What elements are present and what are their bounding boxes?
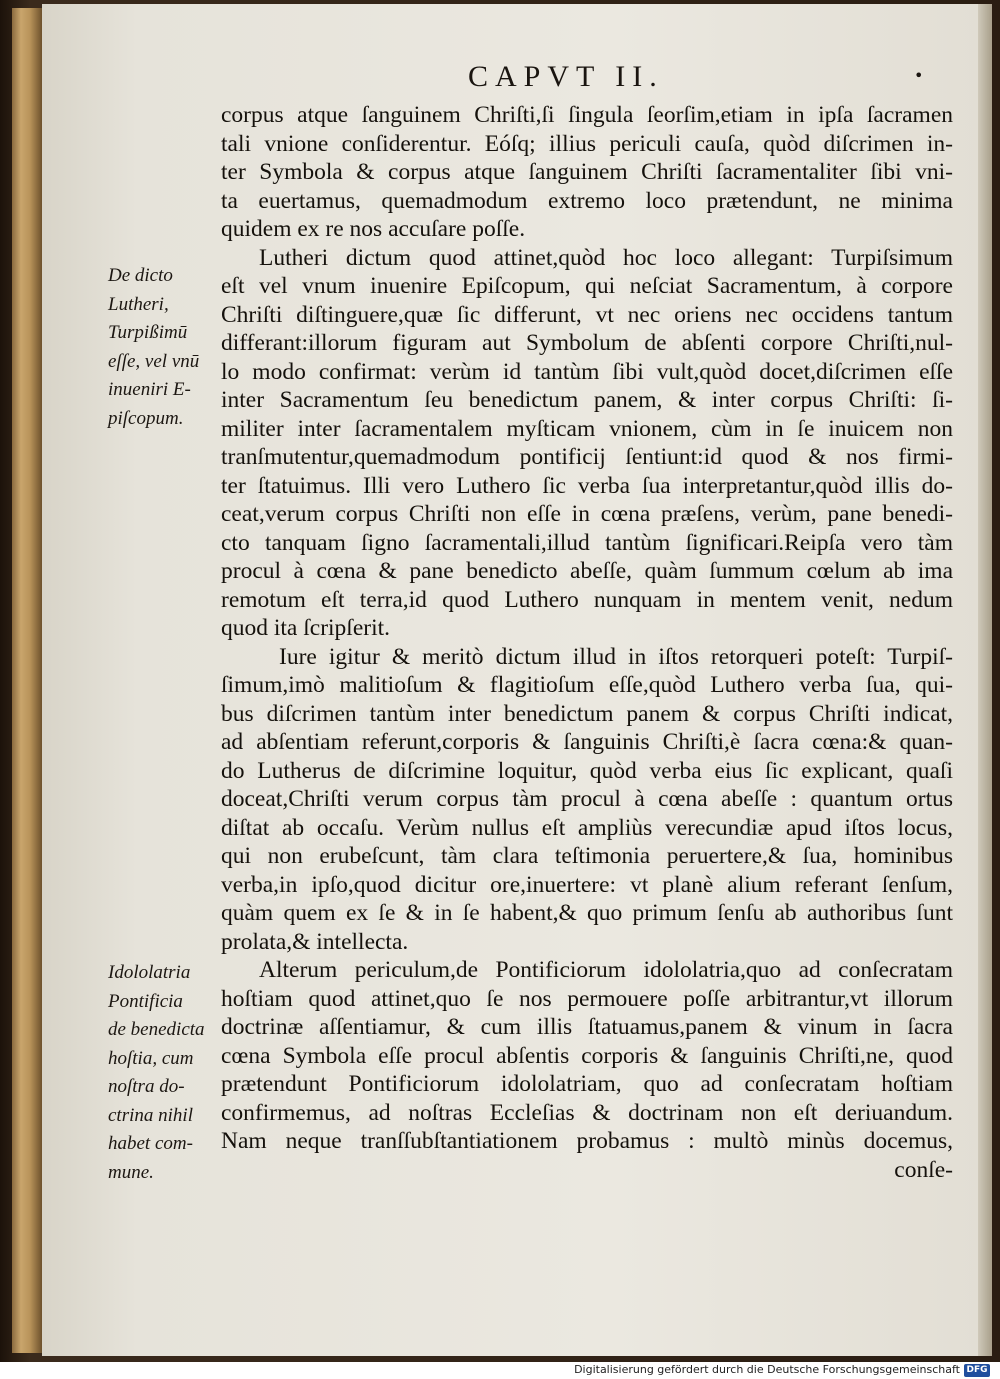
marginal-note-2: [108, 959, 220, 1187]
marginal-line: hoſtia, cum: [108, 1047, 194, 1069]
marginal-line: piſcopum.: [108, 407, 184, 429]
text-line: diſtat ab occaſu. Verùm nullus eſt ampliùs verecundiæ apud iſtos locus,: [221, 814, 953, 841]
marginal-line: de benedicta: [108, 1019, 205, 1040]
text-line: cto tanquam ſigno ſacramentali,illud tantùm ſignificari.Reipſa vero tàm: [221, 529, 953, 556]
text-line: doceat,Chriſti verum corpus tàm procul à cœna abeſſe : quantum ortus: [221, 786, 953, 812]
text-line: prætendunt Pontificiorum idololatriam, quo ad conſecratam hoſtiam: [221, 1071, 953, 1097]
marginal-line: inueniri E-: [108, 379, 191, 400]
footer-bar: [0, 1362, 1000, 1379]
marginal-line: Lutheri,: [108, 293, 169, 315]
marginal-line: eſſe, vel vnū: [108, 350, 200, 372]
text-line: ter ſtatuimus. Illi vero Luthero ſic verba ſua interpretantur,quòd illis do-: [221, 472, 953, 499]
marginal-line: mune.: [108, 1161, 154, 1183]
text-line: confirmemus, ad noſtras Eccleſias & doctrinam non eſt deriuandum.: [221, 1099, 953, 1126]
marginal-line: De dicto: [108, 265, 173, 286]
text-line: inter Sacramentum ſeu benedictum panem, & inter corpus Chriſti: ſi-: [221, 387, 953, 413]
text-line: Alterum periculum,de Pontificiorum idololatria,quo ad conſecratam: [259, 957, 953, 983]
book-gutter-edge: [12, 8, 42, 1353]
funding-credit: Digitalisierung gefördert durch die Deutsche Forschungsgemeinschaft: [574, 1363, 960, 1376]
text-line: Chriſti diſtinguere,quæ ſic differunt, vt nec oriens nec occidens tantum: [221, 301, 953, 328]
marginal-line: Pontificia: [108, 990, 183, 1012]
marginal-line: Idololatria: [108, 962, 191, 983]
body-text: [221, 101, 953, 1184]
text-line: differant:illorum figuram aut Symbolum de abſenti corpore Chriſti,nul-: [221, 330, 953, 356]
marginal-note-1: [108, 262, 220, 433]
text-line: Nam neque tranſſubſtantiationem probamus : multò minùs docemus,: [221, 1128, 953, 1154]
marginal-line: Turpißimū: [108, 322, 188, 343]
catchword: conſe-: [894, 1156, 953, 1183]
text-line: corpus atque ſanguinem Chriſti,ſi ſingula ſeorſim,etiam in ipſa ſacramen: [221, 102, 953, 128]
text-line: prolata,& intellecta.: [221, 928, 409, 955]
marginal-line: ctrina nihil: [108, 1104, 193, 1126]
text-line: do Lutherus de diſcrimine loquitur, quòd verba eius ſic explicant, quaſi: [221, 757, 953, 784]
text-line: militer inter ſacramentalem myſticam vnionem, cùm in ſe inuicem non: [221, 415, 953, 442]
text-line: verba,in ipſo,quod dicitur ore,inuertere: vt planè alium referant ſenſum,: [221, 871, 953, 898]
text-line: doctrinæ aſſentiamur, & cum illis ſtatuamus,panem & vinum in ſacra: [221, 1014, 953, 1040]
text-line: qui non erubeſcunt, tàm clara teſtimonia peruertere,& ſua, hominibus: [221, 843, 953, 869]
text-line: eſt vel vnum inuenire Epiſcopum, qui neſciat Sacramentum, à corpore: [221, 273, 953, 299]
page-right-edge: [978, 4, 992, 1356]
text-line: procul à cœna & pane benedicto abeſſe, quàm ſummum cœlum ab ima: [221, 558, 953, 584]
text-line: Lutheri dictum quod attinet,quòd hoc loco allegant: Turpiſsimum: [259, 244, 953, 271]
marginal-line: habet com-: [108, 1133, 193, 1154]
text-line: ta euertamus, quemadmodum extremo loco prætendunt, ne minima: [221, 187, 953, 214]
text-line: tali vnione conſiderentur. Eóſq; illius periculi cauſa, quòd diſcrimen in-: [221, 130, 953, 157]
text-line: ceat,verum corpus Chriſti non eſſe in cœna præſens, verùm, pane benedi-: [221, 501, 953, 527]
text-line: ad abſentiam referunt,corporis & ſanguinis Chriſti,è ſacra cœna:& quan-: [221, 729, 953, 755]
text-line: hoſtiam quod attinet,quo ſe nos permouere poſſe arbitrantur,vt illorum: [221, 985, 953, 1012]
text-line: cœna Symbola eſſe procul abſentis corporis & ſanguinis Chriſti,ne, quod: [221, 1042, 953, 1069]
running-head: CAPVT II.: [468, 60, 664, 93]
dfg-logo[interactable]: DFG: [964, 1364, 990, 1377]
marginal-line: noſtra do-: [108, 1076, 185, 1097]
text-line: bus diſcrimen tantùm inter benedictum panem & corpus Chriſti indicat,: [221, 700, 953, 727]
text-line: quidem ex re nos accuſare poſſe.: [221, 216, 526, 242]
text-line: Iure igitur & meritò dictum illud in iſtos retorqueri poteſt: Turpiſ-: [279, 643, 953, 670]
text-line: ſimum,imò malitioſum & flagitioſum eſſe,quòd Luthero verba ſua, qui-: [221, 672, 953, 698]
text-line: lo modo confirmat: verùm id tantùm ſibi vult,quòd docet,diſcrimen eſſe: [221, 358, 953, 385]
text-line: quod ita ſcripſerit.: [221, 615, 391, 641]
text-line: tranſmutentur,quemadmodum pontificij ſentiunt:id quod & nos firmi-: [221, 444, 953, 470]
running-head-mark: •: [914, 66, 924, 85]
text-line: ter Symbola & corpus atque ſanguinem Chriſti ſacramentaliter ſibi vni-: [221, 159, 953, 185]
text-line: remotum eſt terra,id quod Luthero nunquam in mentem venit, nedum: [221, 586, 953, 613]
text-line: quàm quem ex ſe & in ſe habent,& quo primum ſenſu ab authoribus ſunt: [221, 900, 953, 926]
